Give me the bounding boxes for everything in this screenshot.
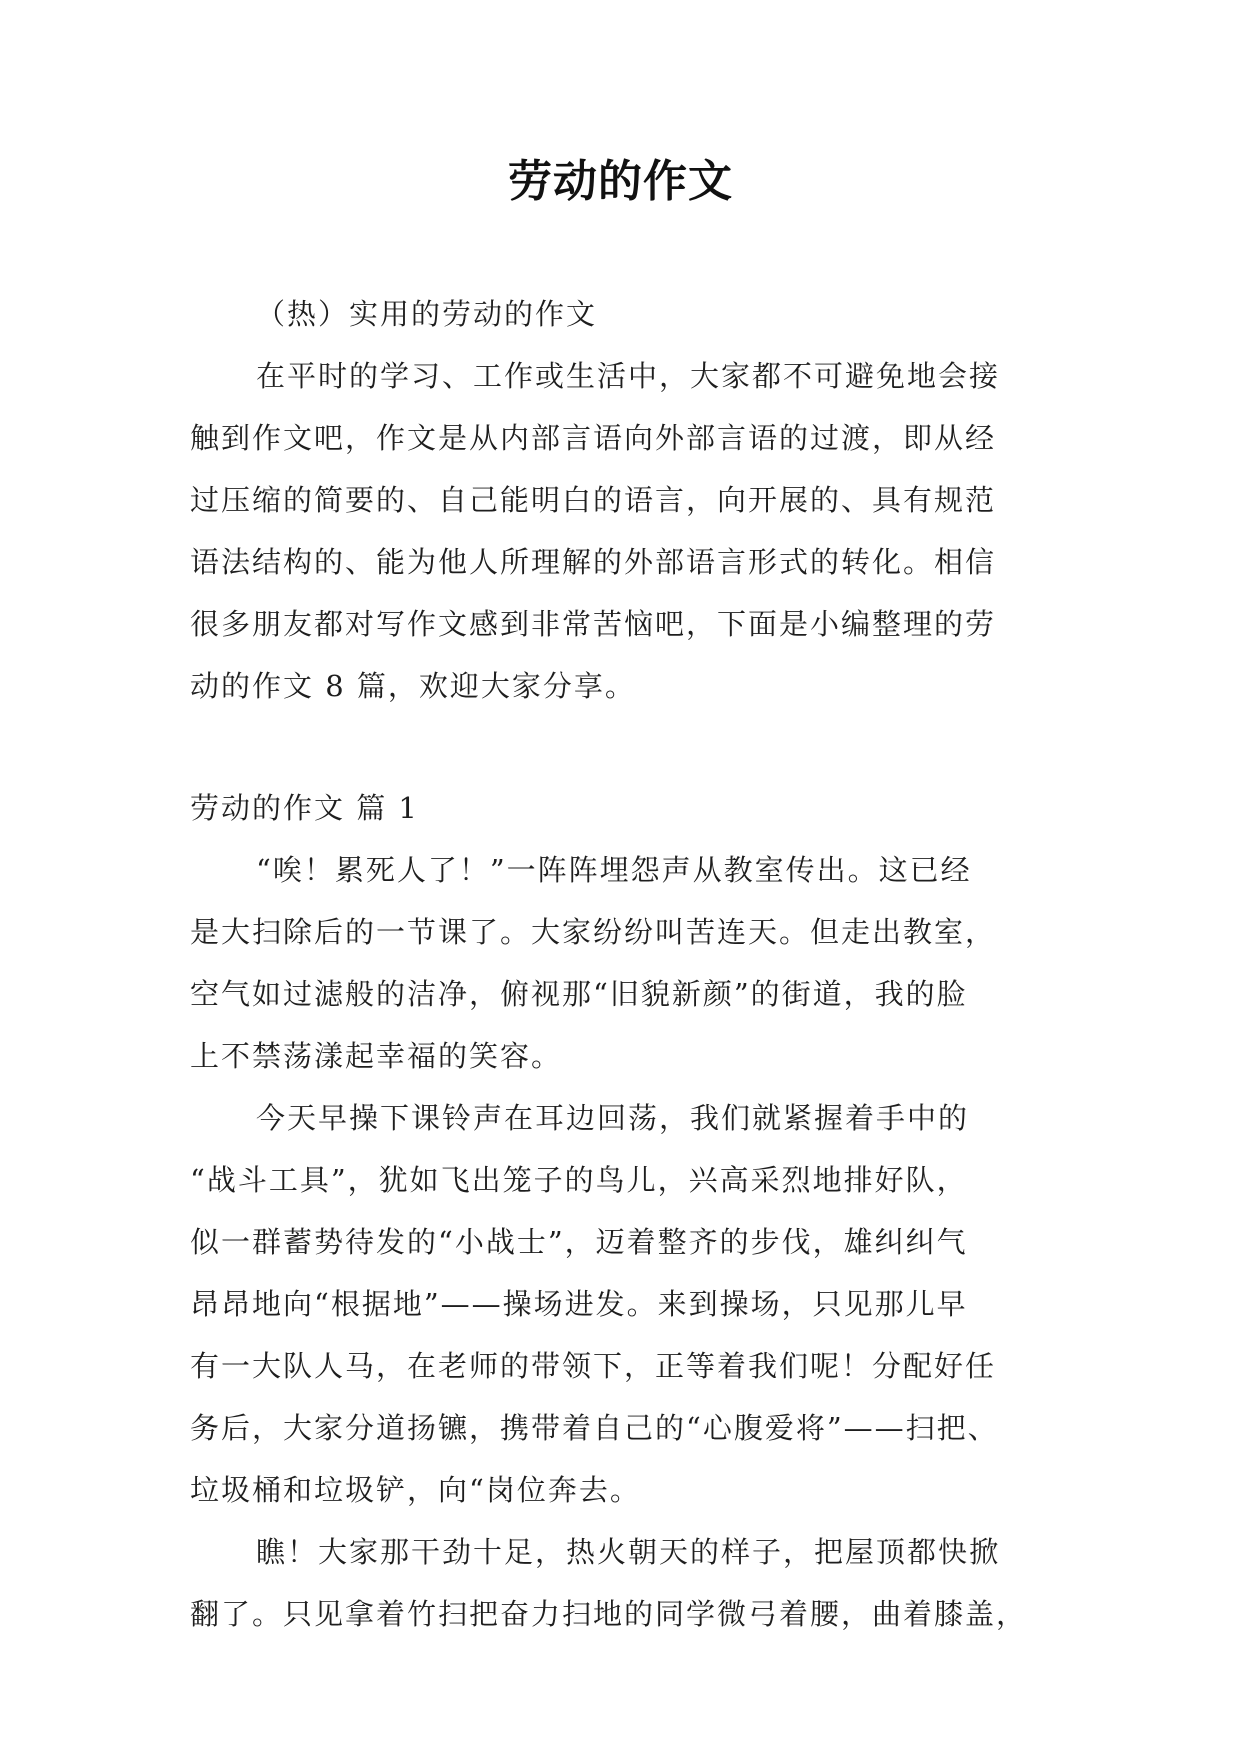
document-title: 劳动的作文 (508, 156, 733, 207)
paragraph-line: 空气如过滤般的洁净，俯视那“旧貌新颜”的街道，我的脸 (190, 977, 968, 1011)
paragraph-line: 瞧！大家那干劲十足，热火朝天的样子，把屋顶都快掀 (256, 1535, 1001, 1569)
paragraph-line: 有一大队人马，在老师的带领下，正等着我们呢！分配好任 (190, 1349, 997, 1383)
paragraph-line: 似一群蓄势待发的“小战士”，迈着整齐的步伐，雄纠纠气 (190, 1225, 968, 1259)
section-spacer (190, 717, 1048, 777)
subtitle: （热）实用的劳动的作文 (256, 297, 598, 331)
intro-line: 在平时的学习、工作或生活中，大家都不可避免地会接 (256, 359, 1001, 393)
section-heading: 劳动的作文 篇 1 (190, 791, 419, 825)
paragraph-line: 今天早操下课铃声在耳边回荡，我们就紧握着手中的 (256, 1101, 970, 1135)
paragraph-line: 垃圾桶和垃圾铲，向“岗位奔去。 (190, 1473, 641, 1507)
paragraph-line: 是大扫除后的一节课了。大家纷纷叫苦连天。但走出教室， (190, 915, 997, 949)
document-body (190, 283, 1048, 1645)
paragraph-line: 务后，大家分道扬镳，携带着自己的“心腹爱将”——扫把、 (190, 1411, 999, 1445)
intro-line: 很多朋友都对写作文感到非常苦恼吧，下面是小编整理的劳 (190, 607, 997, 641)
paragraph-line: “战斗工具”，犹如飞出笼子的鸟儿，兴高采烈地排好队， (190, 1163, 968, 1197)
paragraph-line: 翻了。只见拿着竹扫把奋力扫地的同学微弓着腰，曲着膝盖， (190, 1597, 1028, 1631)
paragraph-line: “唉！累死人了！”一阵阵埋怨声从教室传出。这已经 (256, 853, 972, 887)
paragraph-line: 上不禁荡漾起幸福的笑容。 (190, 1039, 563, 1073)
intro-line: 过压缩的简要的、自己能明白的语言，向开展的、具有规范 (190, 483, 997, 517)
paragraph-line: 昂昂地向“根据地”——操场进发。来到操场，只见那儿早 (190, 1287, 968, 1321)
intro-line: 触到作文吧，作文是从内部言语向外部言语的过渡，即从经 (190, 421, 997, 455)
intro-line: 语法结构的、能为他人所理解的外部语言形式的转化。相信 (190, 545, 997, 579)
intro-line: 动的作文 8 篇，欢迎大家分享。 (190, 669, 636, 703)
